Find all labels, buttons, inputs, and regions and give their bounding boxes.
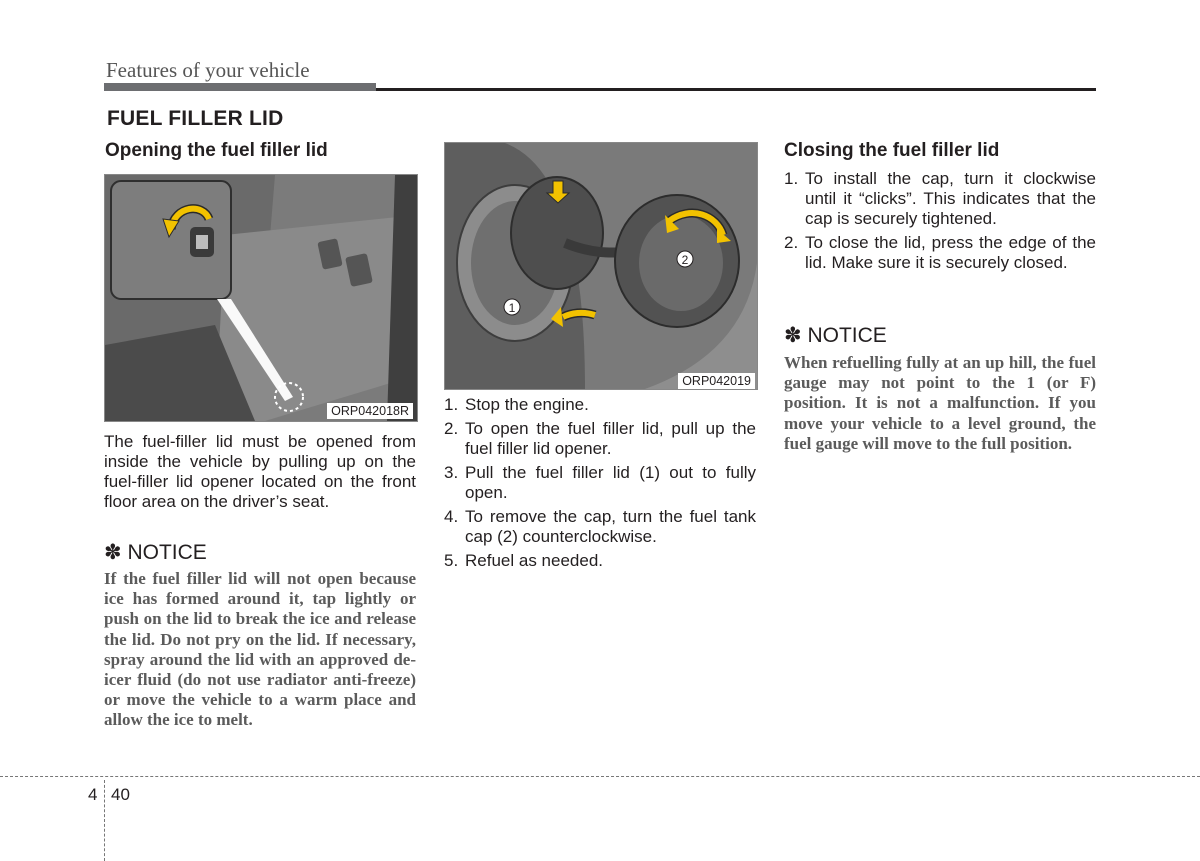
- callout-2: 2: [681, 253, 689, 267]
- chapter-number: 4: [88, 785, 98, 804]
- notice-text-2: When refuelling fully at an up hill, the fuel gauge may not point to the 1 (or F) position. It is not a malfunction. If you move your vehicle to a level ground, the fuel gauge will move to the full position.: [784, 353, 1096, 453]
- notice-heading-2: [784, 323, 887, 348]
- opening-steps-list: [444, 395, 756, 575]
- notice-title: NOTICE: [127, 541, 207, 564]
- notice-star-icon: ✽: [104, 541, 122, 564]
- list-item: 1. Stop the engine.: [444, 395, 589, 414]
- page-title: FUEL FILLER LID: [107, 107, 284, 130]
- list-item: 2. To open the fuel filler lid, pull up the fuel filler lid opener.: [444, 419, 756, 458]
- figure-fuel-cap: [444, 142, 758, 390]
- header-rule-accent: [104, 83, 376, 91]
- notice-star-icon: ✽: [784, 324, 802, 347]
- footer-rule: [0, 776, 1200, 777]
- opening-body-text: The fuel-filler lid must be opened from inside the vehicle by pulling up on the fuel-filler lid opener located on the front floor area on the driver’s seat.: [104, 432, 416, 511]
- figure-code: ORP042018R: [327, 403, 413, 419]
- figure-lid-opener: [104, 174, 418, 422]
- figure-code: ORP042019: [678, 373, 755, 389]
- callout-1: 1: [508, 301, 516, 315]
- footer-divider: [104, 780, 105, 861]
- list-item: 3. Pull the fuel filler lid (1) out to fully open.: [444, 463, 756, 502]
- fuel-cap-illustration: [445, 143, 757, 389]
- list-item: 2. To close the lid, press the edge of the lid. Make sure it is securely closed.: [784, 233, 1096, 272]
- section-header: Features of your vehicle: [106, 58, 310, 82]
- page-number: 40: [111, 785, 130, 804]
- closing-subtitle: Closing the fuel filler lid: [784, 140, 1000, 161]
- closing-steps-list: [784, 169, 1096, 277]
- opening-subtitle: Opening the fuel filler lid: [105, 140, 328, 161]
- notice-heading-1: [104, 540, 207, 565]
- list-item: 4. To remove the cap, turn the fuel tank cap (2) counterclockwise.: [444, 507, 756, 546]
- lid-opener-illustration: [105, 175, 417, 421]
- notice-text-1: If the fuel filler lid will not open because ice has formed around it, tap lightly or push on the lid to break the ice and release the lid. Do not pry on the lid. If necessary, spray around the lid with an approved de-icer fluid (do not use radiator anti-freeze) or move the vehicle to a warm place and allow the ice to melt.: [104, 569, 416, 730]
- notice-title: NOTICE: [807, 324, 887, 347]
- list-item: 5. Refuel as needed.: [444, 551, 603, 570]
- list-item: 1. To install the cap, turn it clockwise until it “clicks”. This indicates that the cap is securely tightened.: [784, 169, 1096, 228]
